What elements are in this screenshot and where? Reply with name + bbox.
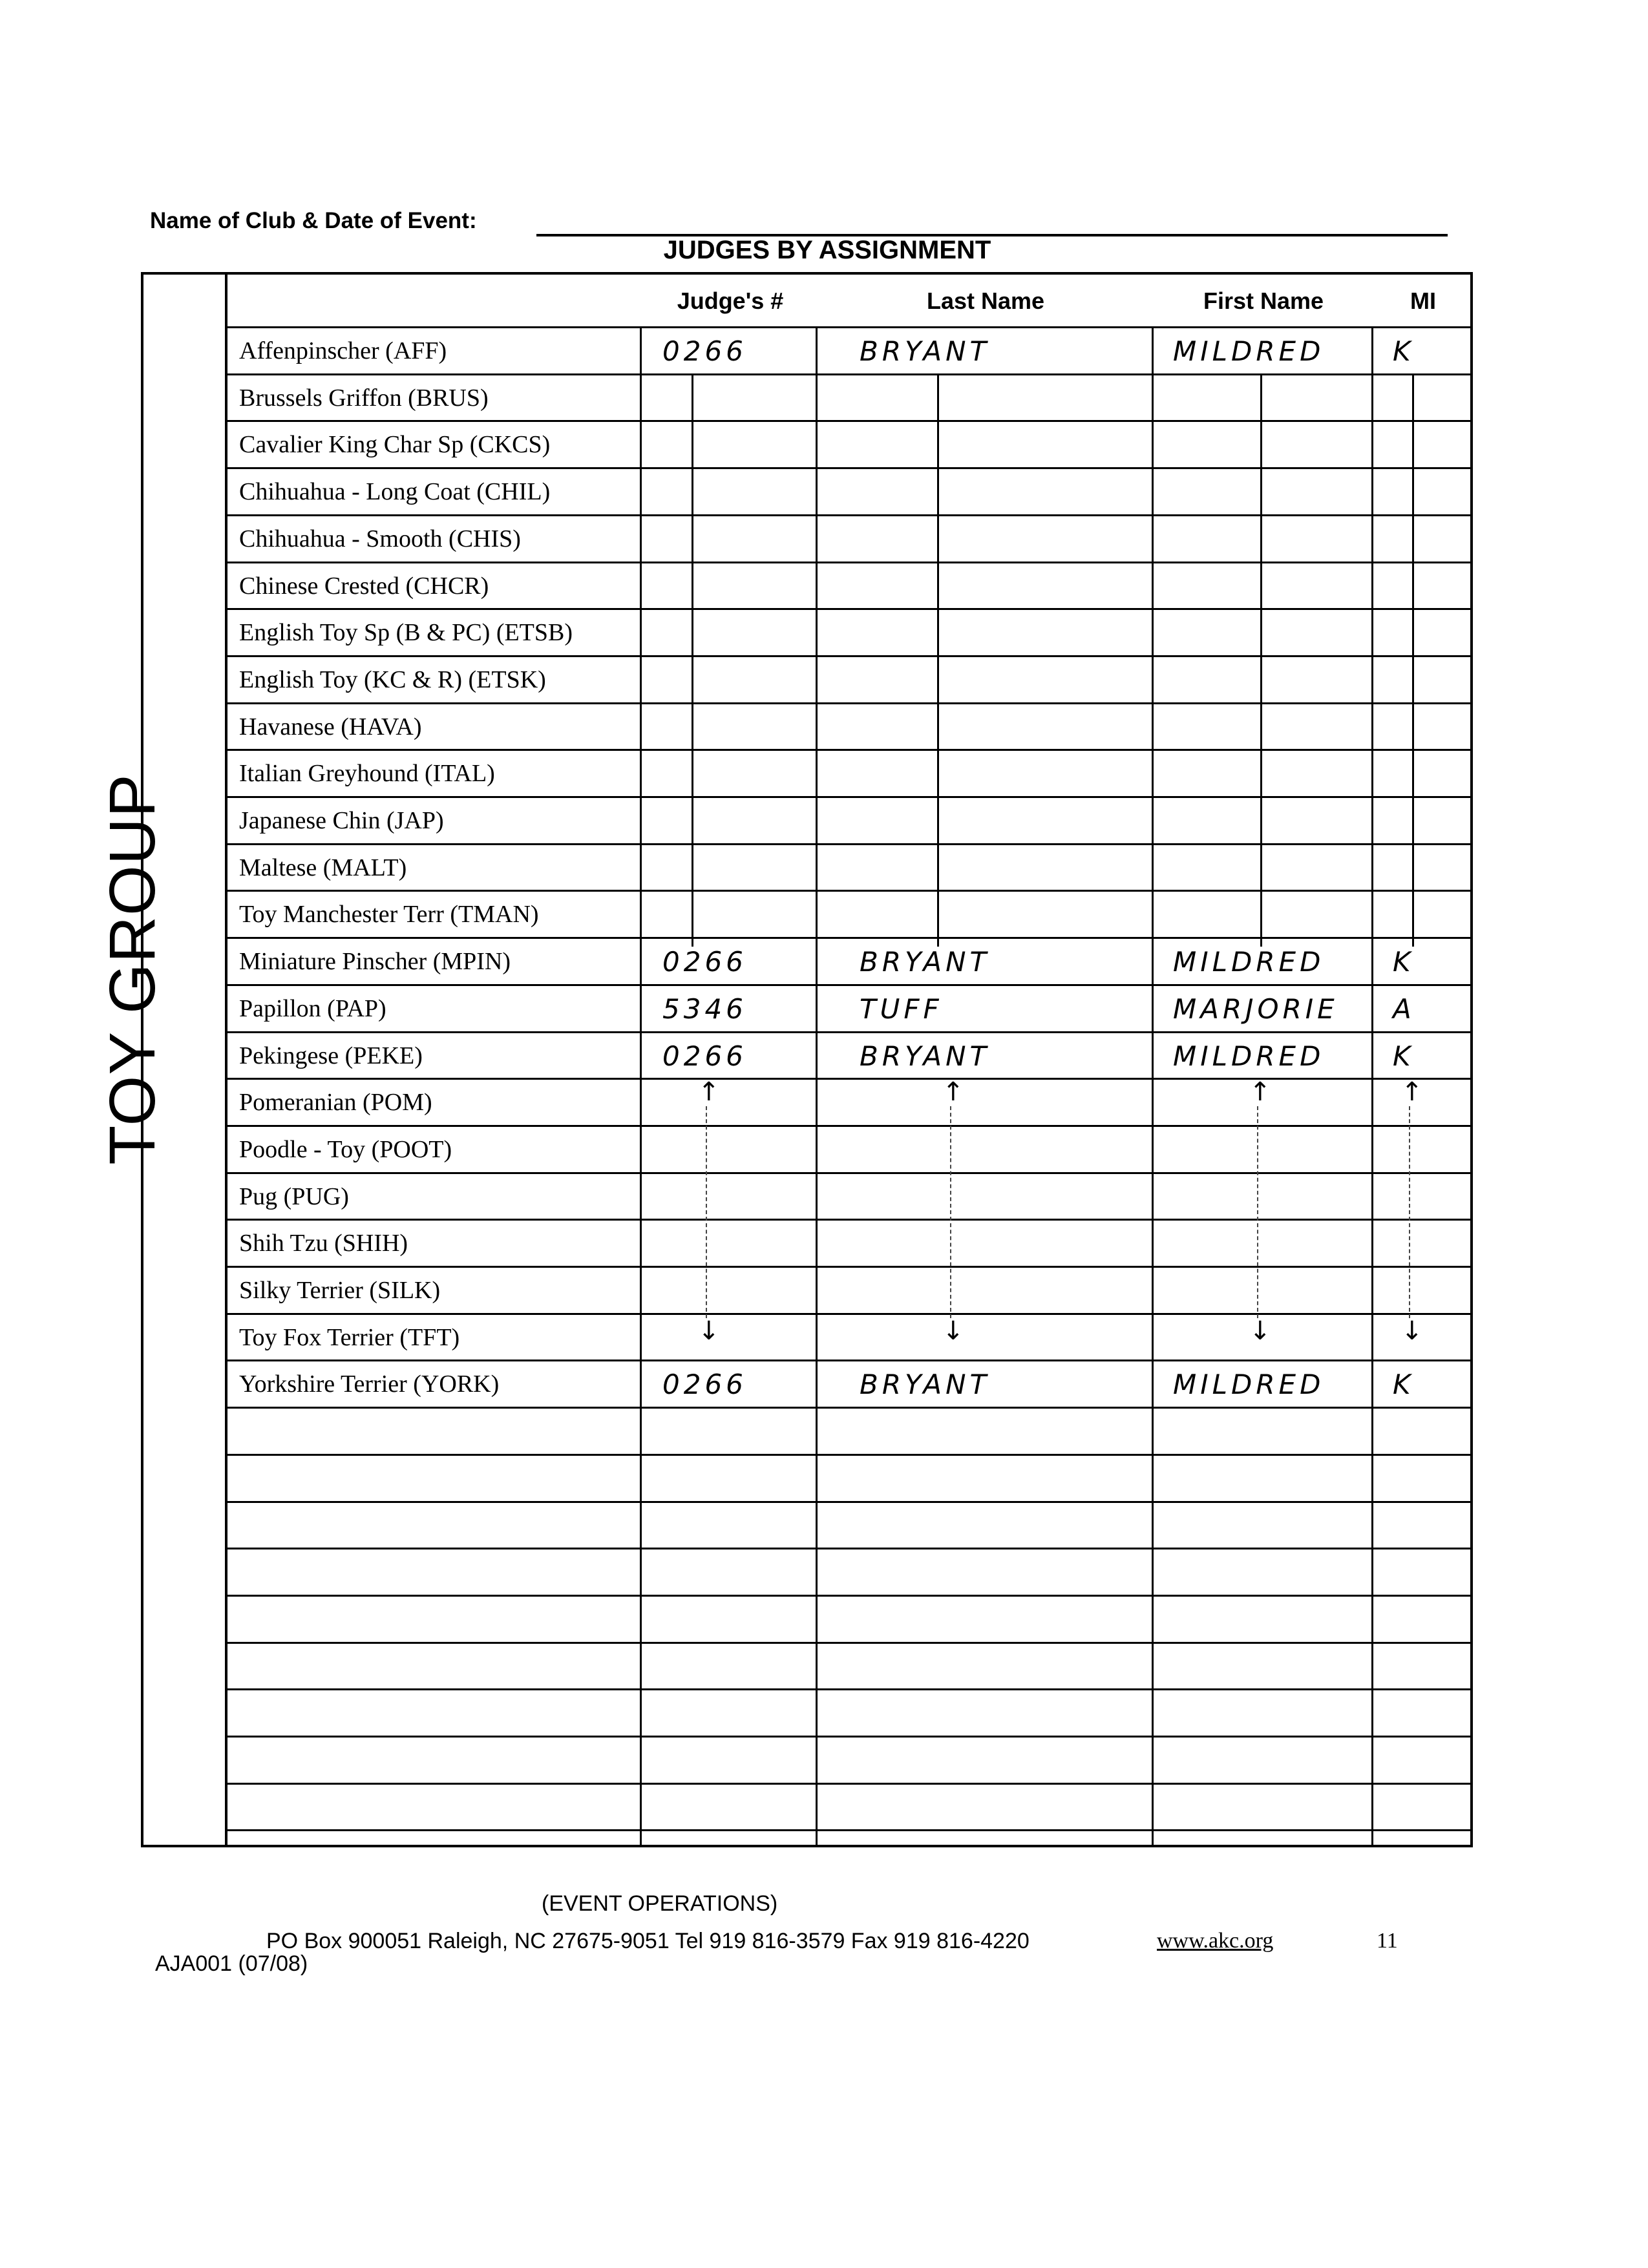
breed-name: Toy Manchester Terr (TMAN) xyxy=(239,901,539,928)
breed-name: English Toy Sp (B & PC) (ETSB) xyxy=(239,619,573,646)
arrow-up-icon: ↑ xyxy=(698,1077,720,1107)
row-divider xyxy=(227,1125,1473,1127)
breed-name: Brussels Griffon (BRUS) xyxy=(239,384,489,412)
judge-number-cell[interactable]: 0266 xyxy=(662,1040,747,1072)
continuation-line xyxy=(1257,1106,1258,1318)
arrow-up-icon: ↑ xyxy=(1249,1077,1271,1107)
continuation-line xyxy=(937,375,939,947)
breed-name: Toy Fox Terrier (TFT) xyxy=(239,1324,460,1351)
row-divider xyxy=(227,1031,1473,1033)
last-name-cell[interactable]: BRYANT xyxy=(860,1040,991,1072)
last-name-cell[interactable]: BRYANT xyxy=(860,335,991,367)
row-divider xyxy=(227,514,1473,516)
row-divider xyxy=(227,1736,1473,1738)
breed-name: Papillon (PAP) xyxy=(239,995,386,1022)
mi-cell[interactable]: K xyxy=(1393,946,1415,978)
first-name-cell[interactable]: MILDRED xyxy=(1173,335,1325,367)
first-name-cell[interactable]: MARJORIE xyxy=(1173,993,1338,1025)
column-divider xyxy=(816,326,818,1845)
row-divider xyxy=(227,655,1473,657)
mi-cell[interactable]: A xyxy=(1393,993,1415,1025)
row-divider xyxy=(227,1172,1473,1174)
breed-name: Pug (PUG) xyxy=(239,1183,349,1210)
column-divider xyxy=(1152,326,1154,1845)
arrow-down-icon: ↓ xyxy=(698,1316,720,1346)
breed-name: Affenpinscher (AFF) xyxy=(239,337,447,364)
row-divider xyxy=(227,702,1473,704)
col-header-mi: MI xyxy=(1410,288,1436,314)
mi-cell[interactable]: K xyxy=(1393,1040,1415,1072)
breed-name: Havanese (HAVA) xyxy=(239,713,422,740)
mi-cell[interactable]: K xyxy=(1393,335,1415,367)
row-divider xyxy=(227,1407,1473,1409)
footer-department: (EVENT OPERATIONS) xyxy=(542,1891,778,1916)
row-divider xyxy=(227,1360,1473,1361)
col-header-first-name: First Name xyxy=(1203,288,1324,314)
breed-name: Shih Tzu (SHIH) xyxy=(239,1230,408,1257)
row-divider xyxy=(227,562,1473,563)
breed-name: Miniature Pinscher (MPIN) xyxy=(239,948,511,975)
row-divider xyxy=(227,467,1473,469)
last-name-cell[interactable]: TUFF xyxy=(860,993,943,1025)
continuation-line xyxy=(706,1106,707,1318)
footer-form-code: AJA001 (07/08) xyxy=(155,1951,308,1976)
last-name-cell[interactable]: BRYANT xyxy=(860,946,991,978)
judge-number-cell[interactable]: 0266 xyxy=(662,335,747,367)
row-divider xyxy=(227,1219,1473,1221)
group-label: TOY GROUP xyxy=(96,773,169,1165)
row-divider xyxy=(227,420,1473,422)
footer-website-link[interactable]: www.akc.org xyxy=(1157,1929,1274,1953)
continuation-line xyxy=(1409,1106,1410,1318)
breed-name: Yorkshire Terrier (YORK) xyxy=(239,1370,500,1398)
breed-name: Pomeranian (POM) xyxy=(239,1089,432,1116)
row-divider xyxy=(227,1454,1473,1456)
continuation-line xyxy=(1260,375,1262,947)
continuation-line xyxy=(1412,375,1414,947)
row-divider xyxy=(227,1313,1473,1315)
row-divider xyxy=(227,1642,1473,1644)
continuation-line xyxy=(692,375,693,947)
first-name-cell[interactable]: MILDRED xyxy=(1173,1040,1325,1072)
first-name-cell[interactable]: MILDRED xyxy=(1173,946,1325,978)
breed-name: Silky Terrier (SILK) xyxy=(239,1277,441,1304)
row-divider xyxy=(227,608,1473,610)
club-date-label: Name of Club & Date of Event: xyxy=(150,208,477,233)
footer-address: PO Box 900051 Raleigh, NC 27675-9051 Tel 919 816-3579 Fax 919 816-4220 xyxy=(266,1929,1030,1953)
row-divider xyxy=(227,1829,1473,1831)
row-divider xyxy=(227,890,1473,892)
form-title: JUDGES BY ASSIGNMENT xyxy=(663,236,991,264)
col-header-last-name: Last Name xyxy=(926,288,1045,314)
judge-number-cell[interactable]: 5346 xyxy=(662,993,747,1025)
arrow-down-icon: ↓ xyxy=(1249,1316,1271,1346)
breed-name: Pekingese (PEKE) xyxy=(239,1042,423,1069)
arrow-up-icon: ↑ xyxy=(942,1077,964,1107)
row-divider xyxy=(227,843,1473,845)
row-divider xyxy=(227,796,1473,798)
last-name-cell[interactable]: BRYANT xyxy=(860,1369,991,1400)
breed-name: Chihuahua - Smooth (CHIS) xyxy=(239,525,521,552)
column-divider xyxy=(1371,326,1373,1845)
row-divider xyxy=(227,984,1473,986)
row-divider xyxy=(227,1266,1473,1268)
breed-name: Chinese Crested (CHCR) xyxy=(239,572,489,600)
arrow-down-icon: ↓ xyxy=(1401,1316,1423,1346)
row-divider xyxy=(227,373,1473,375)
row-divider xyxy=(227,1595,1473,1597)
breed-name: Poodle - Toy (POOT) xyxy=(239,1136,452,1163)
breed-name: Chihuahua - Long Coat (CHIL) xyxy=(239,478,551,505)
row-divider xyxy=(227,1548,1473,1549)
column-divider xyxy=(640,326,642,1845)
row-divider xyxy=(227,1501,1473,1503)
row-divider xyxy=(227,1783,1473,1785)
col-header-judge-number: Judge's # xyxy=(677,288,784,314)
header-divider xyxy=(227,326,1473,328)
breed-name: English Toy (KC & R) (ETSK) xyxy=(239,666,546,693)
row-divider xyxy=(227,749,1473,751)
breed-name: Cavalier King Char Sp (CKCS) xyxy=(239,431,551,458)
first-name-cell[interactable]: MILDRED xyxy=(1173,1369,1325,1400)
judge-number-cell[interactable]: 0266 xyxy=(662,946,747,978)
breed-name: Japanese Chin (JAP) xyxy=(239,807,444,834)
breed-name: Italian Greyhound (ITAL) xyxy=(239,760,495,787)
row-divider xyxy=(227,937,1473,939)
continuation-line xyxy=(950,1106,951,1318)
row-divider xyxy=(227,1078,1473,1080)
breed-name: Maltese (MALT) xyxy=(239,854,407,881)
arrow-down-icon: ↓ xyxy=(942,1316,964,1346)
judge-number-cell[interactable]: 0266 xyxy=(662,1369,747,1400)
row-divider xyxy=(227,1688,1473,1690)
mi-cell[interactable]: K xyxy=(1393,1369,1415,1400)
footer-page-number: 11 xyxy=(1377,1929,1398,1953)
arrow-up-icon: ↑ xyxy=(1401,1077,1423,1107)
